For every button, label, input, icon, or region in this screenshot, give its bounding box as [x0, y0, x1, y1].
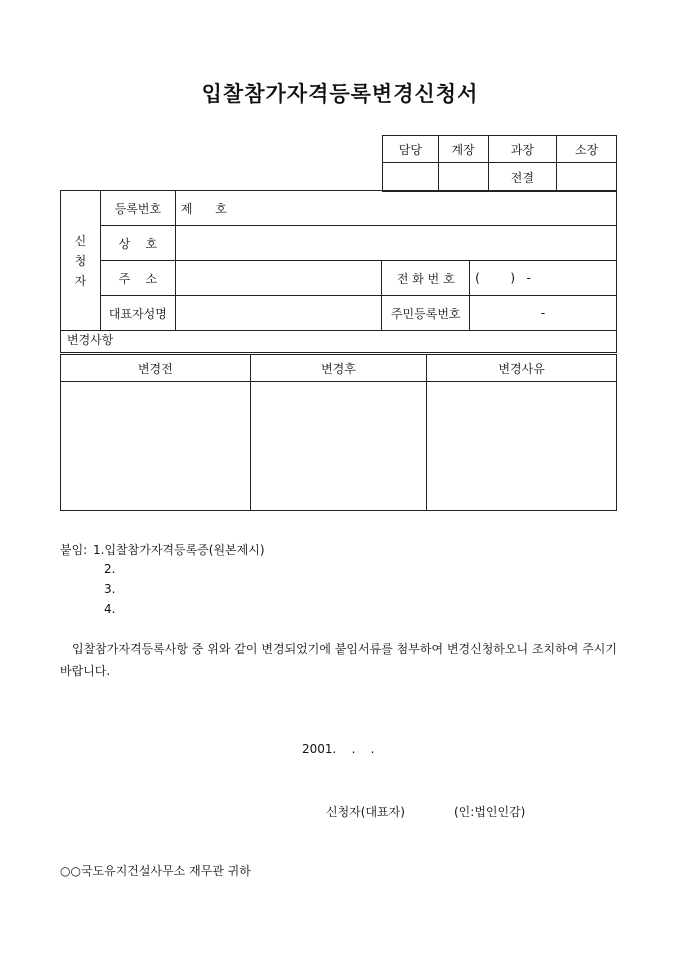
- approval-header-1: 담당: [383, 136, 439, 163]
- col-before-header: 변경전: [61, 355, 251, 382]
- approval-header-2: 계장: [438, 136, 488, 163]
- request-paragraph: 입찰참가자격등록사항 중 위와 같이 변경되었기에 붙임서류를 첨부하여 변경신청하오니 조치하여 주시기 바랍니다.: [60, 642, 617, 678]
- approval-cell-2: [438, 163, 488, 192]
- approval-cell-1: [383, 163, 439, 192]
- attachments-label: 붙임:: [60, 543, 88, 557]
- approval-header-4: 소장: [557, 136, 617, 163]
- approval-table: [382, 135, 617, 192]
- attachment-item-4: 4.: [104, 602, 116, 616]
- date-field: 2001. . .: [302, 742, 375, 756]
- applicant-table: [60, 190, 617, 331]
- reason-field[interactable]: [427, 382, 617, 511]
- document-title: 입찰참가자격등록변경신청서: [201, 81, 479, 106]
- applicant-signature-label: 신청자(대표자): [326, 805, 405, 819]
- rep-name-label: 대표자성명: [100, 296, 175, 331]
- approval-header-3: 과장: [488, 136, 557, 163]
- after-field[interactable]: [250, 382, 427, 511]
- rep-name-field[interactable]: [175, 296, 382, 331]
- phone-label: 전 화 번 호: [382, 261, 470, 296]
- address-field[interactable]: [175, 261, 382, 296]
- attachment-item-2: 2.: [104, 562, 116, 576]
- approval-cell-3: 전결: [488, 163, 557, 192]
- company-field[interactable]: [175, 226, 616, 261]
- attachment-item-1: 1.입찰참가자격등록증(원본제시): [93, 543, 265, 557]
- address-label: 주 소: [100, 261, 175, 296]
- reg-no-label: 등록번호: [100, 191, 175, 226]
- resident-no-label: 주민등록번호: [382, 296, 470, 331]
- applicant-char-1: 신: [74, 233, 87, 248]
- phone-field[interactable]: ( ) -: [470, 261, 617, 296]
- approval-cell-4: [557, 163, 617, 192]
- before-field[interactable]: [61, 382, 251, 511]
- applicant-section-label: [61, 191, 101, 331]
- applicant-char-3: 자: [74, 273, 87, 288]
- col-reason-header: 변경사유: [427, 355, 617, 382]
- changes-table: [60, 354, 617, 511]
- col-after-header: 변경후: [250, 355, 427, 382]
- applicant-char-2: 청: [74, 253, 87, 268]
- changes-section-label: 변경사항: [60, 327, 617, 353]
- attachment-item-3: 3.: [104, 582, 116, 596]
- resident-no-field[interactable]: -: [470, 296, 617, 331]
- company-label: 상 호: [100, 226, 175, 261]
- reg-no-field[interactable]: 제 호: [175, 191, 616, 226]
- seal-label: (인:법인인감): [454, 805, 526, 819]
- recipient-line: ○○국도유지건설사무소 재무관 귀하: [60, 864, 251, 878]
